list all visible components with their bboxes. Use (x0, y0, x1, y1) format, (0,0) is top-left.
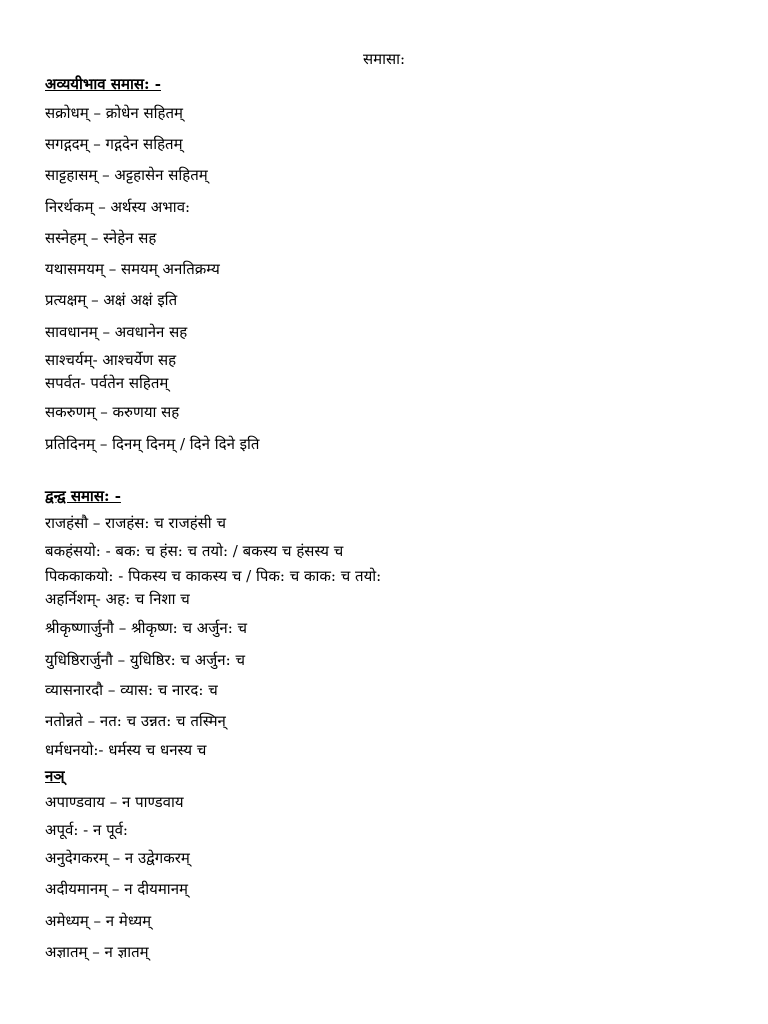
list-item: साश्चर्यम्- आश्चर्येण सह (45, 351, 177, 369)
list-item: बकहंसयो: - बक: च हंस: च तयो: / बकस्य च हंसस्य च (45, 542, 344, 560)
list-item: अनुदेगकरम् – न उद्वेगकरम् (45, 849, 190, 867)
list-item: राजहंसौ – राजहंस: च राजहंसी च (45, 514, 226, 532)
list-item: सकरुणम् – करुणया सह (45, 403, 180, 421)
list-item: धर्मधनयो:- धर्मस्य च धनस्य च (45, 741, 207, 759)
list-item: सपर्वत- पर्वतेन सहितम् (45, 374, 169, 392)
list-item: साट्टहासम् – अट्टहासेन सहितम् (45, 166, 208, 184)
list-item: नतोन्नते – नत: च उन्नत: च तस्मिन् (45, 712, 226, 730)
page-title: समासा: (362, 50, 406, 68)
list-item: सस्नेहम् – स्नेहेन सह (45, 229, 157, 247)
section-heading-avyayibhava: अव्ययीभाव समास: - (45, 75, 161, 93)
list-item: अमेध्यम् – न मेध्यम् (45, 912, 152, 930)
list-item: सक्रोधम् – क्रोधेन सहितम् (45, 104, 184, 122)
list-item: अपाण्डवाय – न पाण्डवाय (45, 793, 184, 811)
list-item: अहर्निशम्- अह: च निशा च (45, 590, 190, 608)
list-item: पिककाकयो: - पिकस्य च काकस्य च / पिक: च काक: च तयो: (45, 567, 382, 585)
list-item: श्रीकृष्णार्जुनौ – श्रीकृष्ण: च अर्जुन: च (45, 619, 248, 637)
section-heading-dvandva: द्वन्द्व समास: - (45, 487, 121, 505)
list-item: अपूर्व: - न पूर्व: (45, 821, 128, 839)
list-item: सावधानम् – अवधानेन सह (45, 323, 188, 341)
list-item: प्रत्यक्षम् – अक्षं अक्षं इति (45, 291, 178, 309)
list-item: यथासमयम् – समयम् अनतिक्रम्य (45, 260, 220, 278)
list-item: प्रतिदिनम् – दिनम् दिनम् / दिने दिने इति (45, 435, 260, 453)
list-item: अदीयमानम् – न दीयमानम् (45, 880, 188, 898)
section-heading-nan: नञ् (45, 767, 65, 785)
list-item: सगद्गदम् – गद्गदेन सहितम् (45, 135, 183, 153)
list-item: अज्ञातम् – न ज्ञातम् (45, 943, 149, 961)
list-item: व्यासनारदौ – व्यास: च नारद: च (45, 681, 218, 699)
list-item: युधिष्ठिरार्जुनौ – युधिष्ठिर: च अर्जुन: च (45, 651, 245, 669)
list-item: निरर्थकम् – अर्थस्य अभाव: (45, 198, 191, 216)
